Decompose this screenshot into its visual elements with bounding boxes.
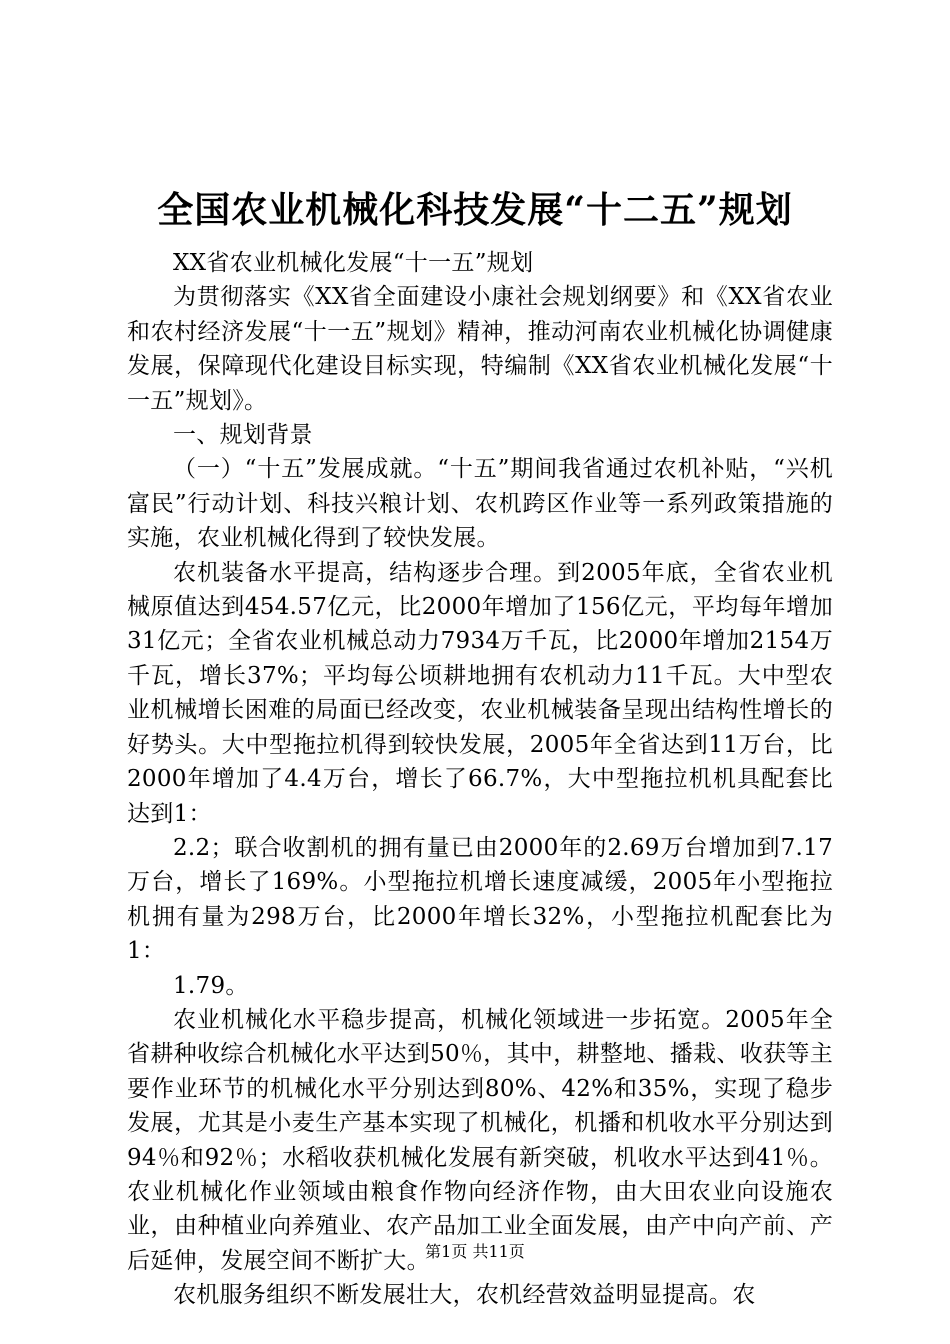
subtitle-paragraph: XX省农业机械化发展“十一五”规划: [173, 250, 534, 276]
equipment-paragraph: 农机装备水平提高，结构逐步合理。到2005年底，全省农业机械原值达到454.57亿元，比2000年增加了156亿元，平均每年增加31亿元；全省农业机械总动力7934万千瓦，比2000年增加2154万千瓦，增长37%；平均每公顷耕地拥有农机动力11千瓦。大中型农业机械增长困难的局面已经改变，农业机械装备呈现出结构性增长的好势头。大中型拖拉机得到较快发展，2005年全省达到11万台，比2000年增加了4.4万台，增长了66.7%，大中型拖拉机机具配套比达到1：: [127, 559, 833, 827]
ratio-paragraph: 1.79。: [173, 972, 249, 999]
section-heading: 一、规划背景: [173, 422, 313, 449]
mechanization-level-paragraph: 农业机械化水平稳步提高，机械化领域进一步拓宽。2005年全省耕种收综合机械化水平达到50％，其中，耕整地、播栽、收获等主要作业环节的机械化水平分别达到80%、42%和35%，实现了稳步发展，尤其是小麦生产基本实现了机械化，机播和机收水平分别达到94％和92％；水稻收获机械化发展有新突破，机收水平达到41％。农业机械化作业领域由粮食作物向经济作物，由大田农业向设施农业，由种植业向养殖业、农产品加工业全面发展，由产中向产前、产后延伸，发展空间不断扩大。: [127, 1006, 833, 1274]
intro-paragraph: 为贯彻落实《XX省全面建设小康社会规划纲要》和《XX省农业和农村经济发展“十一五”规划》精神，推动河南农业机械化协调健康发展，保障现代化建设目标实现，特编制《XX省农业机械化发展“十一五”规划》。: [127, 284, 833, 414]
harvester-paragraph: 2.2；联合收割机的拥有量已由2000年的2.69万台增加到7.17万台，增长了169%。小型拖拉机增长速度减缓，2005年小型拖拉机拥有量为298万台，比2000年增长32%，小型拖拉机配套比为1：: [127, 834, 833, 965]
document-body: [127, 246, 833, 1313]
document-title: 全国农业机械化科技发展“十二五”规划: [157, 189, 793, 231]
service-organization-paragraph: 农机服务组织不断发展壮大，农机经营效益明显提高。农: [173, 1282, 756, 1309]
achievements-paragraph: （一）“十五”发展成就。“十五”期间我省通过农机补贴，“兴机富民”行动计划、科技兴粮计划、农机跨区作业等一系列政策措施的实施，农业机械化得到了较快发展。: [127, 456, 833, 552]
page-number-footer: 第1页 共11页: [425, 1242, 525, 1261]
